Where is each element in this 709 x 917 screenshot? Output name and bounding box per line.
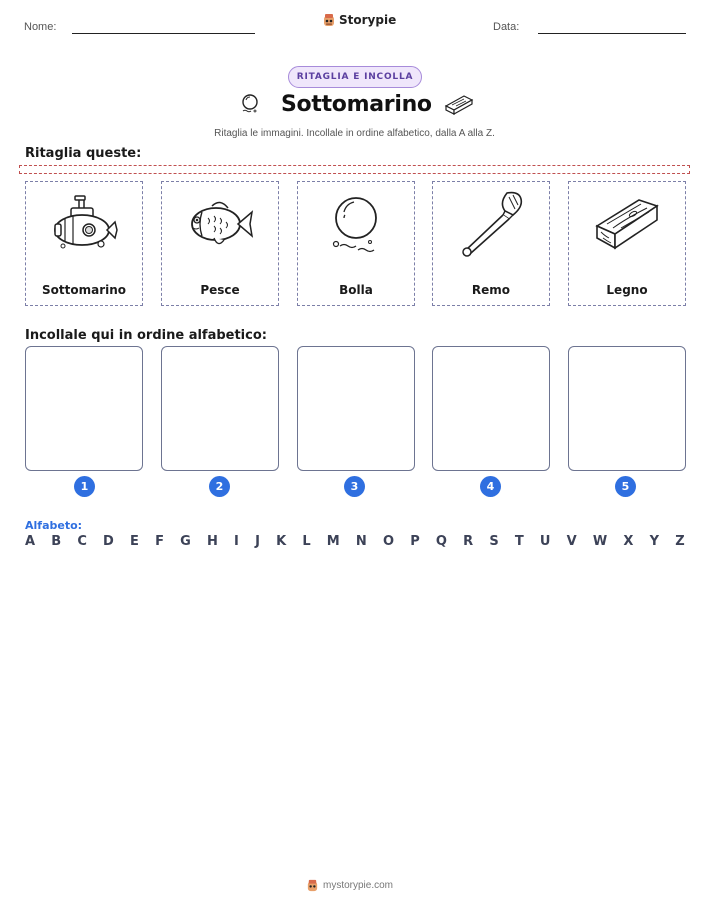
cut-card-label: Bolla [339,283,373,297]
position-number-1: 1 [74,476,95,497]
alphabet-letter: E [130,534,139,549]
brand-name: Storypie [339,13,397,27]
alphabet-letter: F [155,534,164,549]
cut-section-heading: Ritaglia queste: [25,146,142,161]
paste-box-4[interactable] [432,346,550,471]
cut-card-label: Legno [606,283,648,297]
cut-card-bolla[interactable] [297,181,415,306]
alphabet-letter: N [355,534,367,549]
footer [306,879,393,892]
date-line [538,33,686,34]
alphabet-letter: P [410,534,420,549]
name-label: Nome: [24,21,57,33]
oar-icon [455,189,527,259]
position-number-2: 2 [209,476,230,497]
alphabet-letter: Q [435,534,447,549]
cut-line [19,165,690,174]
alphabet-row [25,534,685,549]
alphabet-letter: M [326,534,340,549]
wood-plank-icon [591,192,663,256]
alphabet-letter: S [489,534,499,549]
alphabet-letter: H [206,534,218,549]
position-number-4: 4 [480,476,501,497]
cut-card-label: Remo [471,283,511,297]
instructions: Ritaglia le immagini. Incollale in ordine alfabetico, dalla A alla Z. [214,128,495,139]
cut-card-remo[interactable] [432,181,550,306]
bubble-icon [238,92,262,116]
alphabet-letter: C [77,534,87,549]
alphabet-label: Alfabeto: [25,519,83,532]
brand-logo [322,13,396,27]
alphabet-letter: J [255,534,260,549]
alphabet-letter: U [539,534,551,549]
paste-box-5[interactable] [568,346,686,471]
storypie-mascot-icon [322,13,336,27]
paste-section-heading: Incollale qui in ordine alfabetico: [25,328,267,343]
paste-box-1[interactable] [25,346,143,471]
position-number-3: 3 [344,476,365,497]
alphabet-letter: G [180,534,191,549]
position-number-5: 5 [615,476,636,497]
alphabet-letter: O [382,534,395,549]
alphabet-letter: I [234,534,239,549]
alphabet-letter: K [276,534,287,549]
alphabet-letter: Y [649,534,660,549]
paste-box-2[interactable] [161,346,279,471]
activity-badge: RITAGLIA E INCOLLA [288,66,422,88]
cut-card-pesce[interactable] [161,181,279,306]
storypie-mascot-icon [306,879,319,892]
alphabet-letter: A [25,534,36,549]
paste-box-3[interactable] [297,346,415,471]
bubble-icon [326,192,386,256]
alphabet-letter: B [51,534,62,549]
alphabet-letter: V [566,534,577,549]
cut-card-label: Sottomarino [41,283,127,297]
submarine-icon [49,192,119,256]
cut-card-label: Pesce [200,283,240,297]
alphabet-letter: D [103,534,114,549]
name-line [72,33,255,34]
alphabet-letter: W [592,534,608,549]
fish-icon [184,194,256,254]
alphabet-letter: L [302,534,311,549]
alphabet-letter: T [514,534,524,549]
footer-site: mystorypie.com [323,880,394,891]
date-label: Data: [493,21,520,33]
wood-plank-icon [444,92,474,116]
alphabet-letter: Z [675,534,685,549]
alphabet-letter: R [463,534,474,549]
page-title: Sottomarino [281,92,432,117]
cut-card-sottomarino[interactable] [25,181,143,306]
cut-card-legno[interactable] [568,181,686,306]
alphabet-letter: X [623,534,634,549]
